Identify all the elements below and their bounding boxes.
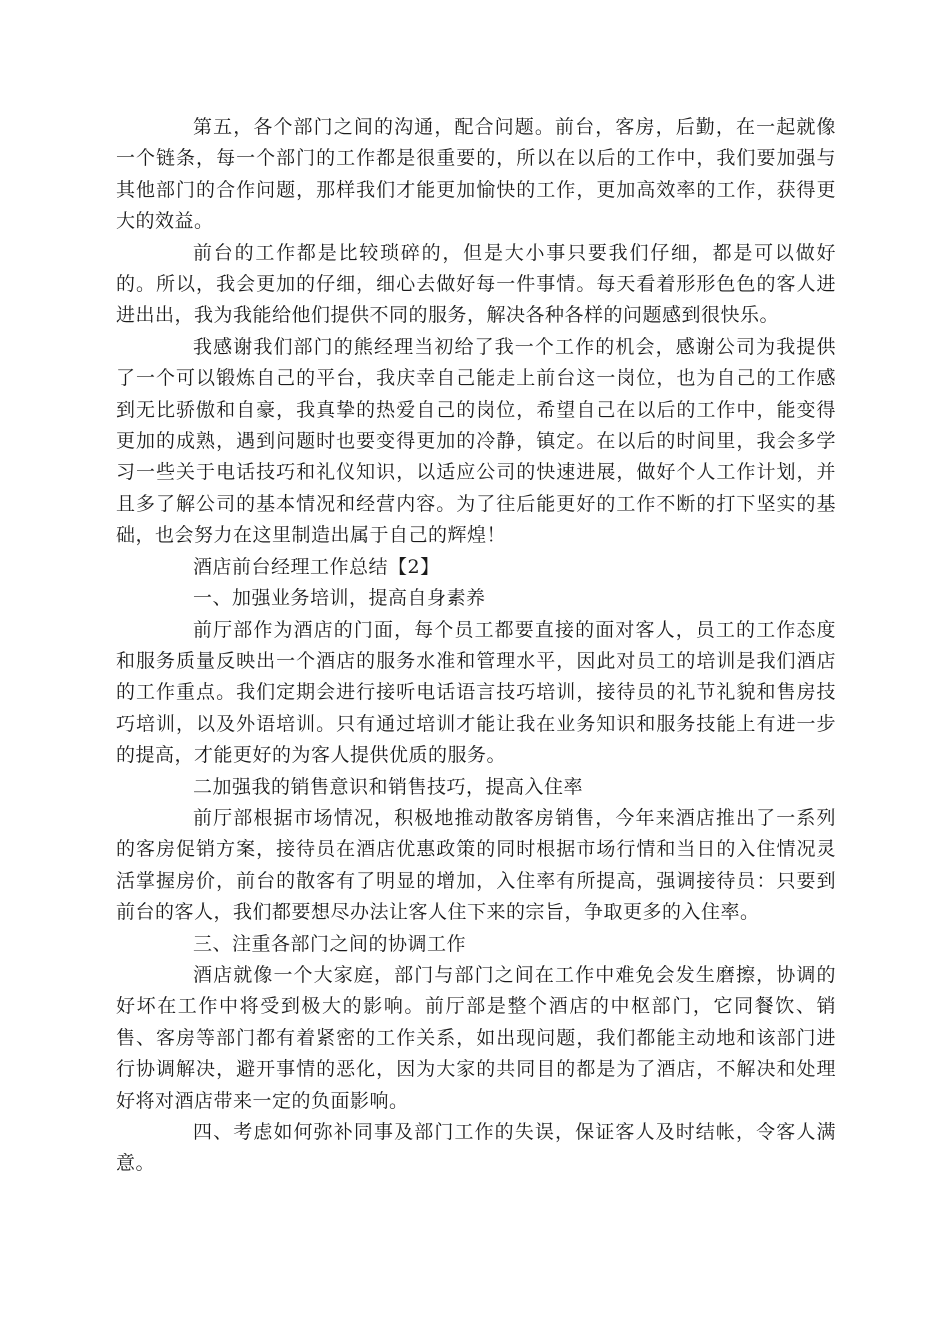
paragraph-training: 前厅部作为酒店的门面，每个员工都要直接的面对客人，员工的工作态度和服务质量反映出一个酒店的服务水准和管理水平，因此对员工的培训是我们酒店的工作重点。我们定期会进行接听电话语言技巧培训，接待员的礼节礼貌和售房技巧培训，以及外语培训。只有通过培训才能让我在业务知识和服务技能上有进一步的提高，才能更好的为客人提供优质的服务。 bbox=[116, 618, 836, 767]
paragraph-errors: 四、考虑如何弥补同事及部门工作的失误，保证客人及时结帐，令客人满意。 bbox=[116, 1121, 836, 1175]
paragraph-communication: 第五，各个部门之间的沟通，配合问题。前台，客房，后勤，在一起就像一个链条，每一个部门的工作都是很重要的，所以在以后的工作中，我们要加强与其他部门的合作问题，那样我们才能更加愉快的工作，更加高效率的工作，获得更大的效益。 bbox=[116, 116, 836, 233]
paragraph-thanks: 我感谢我们部门的熊经理当初给了我一个工作的机会，感谢公司为我提供了一个可以锻炼自己的平台，我庆幸自己能走上前台这一岗位，也为自己的工作感到无比骄傲和自豪，我真挚的热爱自己的岗位，希望自己在以后的工作中，能变得更加的成熟，遇到问题时也要变得更加的冷静，镇定。在以后的时间里，我会多学习一些关于电话技巧和礼仪知识，以适应公司的快速进展，做好个人工作计划，并且多了解公司的基本情况和经营内容。为了往后能更好的工作不断的打下坚实的基础，也会努力在这里制造出属于自己的辉煌！ bbox=[116, 335, 836, 547]
paragraph-front-desk-work: 前台的工作都是比较琐碎的，但是大小事只要我们仔细，都是可以做好的。所以，我会更加的仔细，细心去做好每一件事情。每天看着形形色色的客人进进出出，我为我能给他们提供不同的服务，解决各种各样的问题感到很快乐。 bbox=[116, 241, 836, 327]
document-page bbox=[116, 112, 836, 1180]
heading-training: 一、加强业务培训，提高自身素养 bbox=[193, 587, 486, 610]
heading-sales: 二加强我的销售意识和销售技巧，提高入住率 bbox=[193, 775, 584, 798]
paragraph-sales: 前厅部根据市场情况，积极地推动散客房销售，今年来酒店推出了一系列的客房促销方案，接待员在酒店优惠政策的同时根据市场行情和当日的入住情况灵活掌握房价，前台的散客有了明显的增加，入住率有所提高，强调接待员：只要到前台的客人，我们都要想尽办法让客人住下来的宗旨，争取更多的入住率。 bbox=[116, 806, 836, 924]
section-title: 酒店前台经理工作总结【2】 bbox=[193, 555, 440, 578]
heading-coordination: 三、注重各部门之间的协调工作 bbox=[193, 932, 467, 955]
paragraph-coordination: 酒店就像一个大家庭，部门与部门之间在工作中难免会发生磨擦，协调的好坏在工作中将受到极大的影响。前厅部是整个酒店的中枢部门，它同餐饮、销售、客房等部门都有着紧密的工作关系，如出现问题，我们都能主动地和该部门进行协调解决，避开事情的恶化，因为大家的共同目的都是为了酒店，不解决和处理好将对酒店带来一定的负面影响。 bbox=[116, 963, 836, 1112]
